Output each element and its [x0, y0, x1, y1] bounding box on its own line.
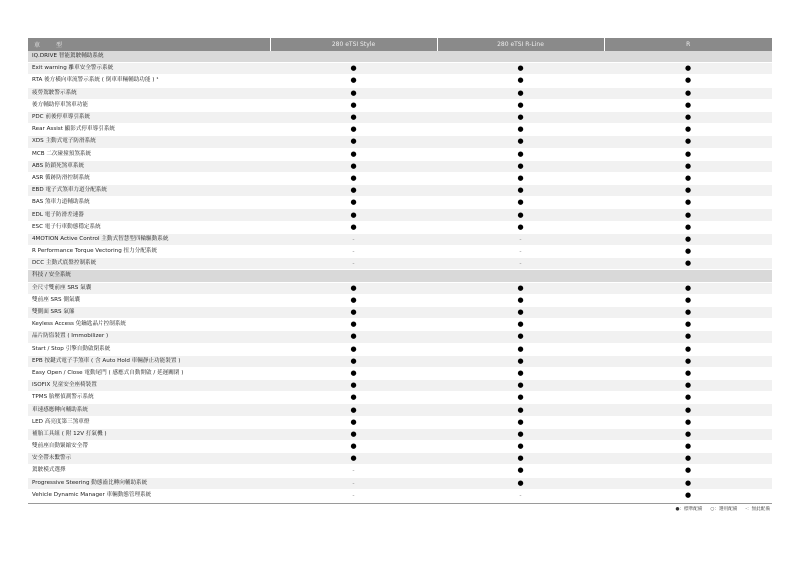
- standard-equipment-mark: ●: [270, 392, 437, 404]
- feature-label: EPB 按鍵式電子手煞車 ( 含 Auto Hold 車輛靜止功能裝置 ): [28, 355, 270, 367]
- table-row: [28, 99, 772, 111]
- standard-equipment-mark: ●: [270, 124, 437, 136]
- table-row: [28, 477, 772, 489]
- feature-label: RTA 後方橫向車流警示系統 ( 倒車車輛輔助功能 ) ¹: [28, 75, 270, 87]
- standard-equipment-mark: ●: [270, 87, 437, 99]
- table-row: [28, 197, 772, 209]
- standard-equipment-mark: ●: [270, 185, 437, 197]
- feature-label: 晶片防盜裝置 ( Immobilizer ): [28, 331, 270, 343]
- standard-equipment-mark: ●: [604, 75, 772, 87]
- feature-label: Keyless Access 免鑰匙晶片控制系統: [28, 319, 270, 331]
- standard-equipment-mark: ●: [270, 209, 437, 221]
- standard-equipment-mark: ●: [270, 75, 437, 87]
- feature-label: EBD 電子式煞車力道分配系統: [28, 185, 270, 197]
- standard-equipment-mark: ●: [270, 294, 437, 306]
- standard-equipment-mark: ●: [604, 416, 772, 428]
- standard-equipment-mark: ●: [604, 367, 772, 379]
- feature-label: 雙前座 SRS 側氣囊: [28, 294, 270, 306]
- standard-equipment-mark: ●: [437, 331, 604, 343]
- table-row: [28, 441, 772, 453]
- legend: [675, 506, 770, 512]
- standard-equipment-mark: ●: [437, 441, 604, 453]
- standard-equipment-mark: ●: [604, 197, 772, 209]
- table-row: [28, 282, 772, 294]
- standard-equipment-mark: ●: [437, 221, 604, 233]
- table-row: [28, 343, 772, 355]
- table-row: [28, 209, 772, 221]
- standard-equipment-mark: ●: [270, 343, 437, 355]
- standard-equipment-mark: ●: [437, 428, 604, 440]
- table-row: [28, 294, 772, 306]
- standard-equipment-mark: ●: [437, 416, 604, 428]
- standard-equipment-mark: ●: [437, 197, 604, 209]
- feature-label: 4MOTION Active Control 主動式智慧型四輪驅動系統: [28, 233, 270, 245]
- feature-label: 疲勞駕駛警示系統: [28, 87, 270, 99]
- section-header-row: [28, 51, 772, 63]
- standard-equipment-mark: ●: [270, 380, 437, 392]
- table-bottom-rule: [28, 503, 772, 504]
- standard-equipment-mark: ●: [604, 185, 772, 197]
- standard-equipment-mark: ●: [437, 99, 604, 111]
- standard-equipment-mark: ●: [270, 404, 437, 416]
- spec-table-body: [28, 51, 772, 501]
- standard-equipment-mark: ●: [270, 221, 437, 233]
- standard-equipment-mark: ●: [604, 233, 772, 245]
- standard-equipment-mark: ●: [437, 453, 604, 465]
- feature-label: ASR 循跡防滑控制系統: [28, 172, 270, 184]
- standard-equipment-mark: ●: [604, 355, 772, 367]
- feature-label: 後方輔助停車煞車功能: [28, 99, 270, 111]
- standard-equipment-mark: ●: [270, 355, 437, 367]
- feature-label: PDC 前後停車導引系統: [28, 111, 270, 123]
- feature-label: TPMS 胎壓偵測警示系統: [28, 392, 270, 404]
- feature-label: Start / Stop 引擎自動啟閉系統: [28, 343, 270, 355]
- standard-equipment-mark: ●: [604, 282, 772, 294]
- standard-equipment-mark: ●: [270, 197, 437, 209]
- standard-equipment-mark: ●: [604, 111, 772, 123]
- header-model: 車 型: [28, 38, 270, 51]
- feature-label: BAS 煞車力道輔助系統: [28, 197, 270, 209]
- standard-equipment-mark: ●: [437, 294, 604, 306]
- standard-equipment-mark: ●: [270, 306, 437, 318]
- section-title: 科技 / 安全系統: [28, 270, 772, 282]
- table-header-row: [28, 38, 772, 51]
- not-available-mark: -: [437, 258, 604, 270]
- standard-equipment-mark: ●: [437, 63, 604, 75]
- feature-label: MCB 二次碰撞預煞系統: [28, 148, 270, 160]
- standard-equipment-mark: ●: [604, 221, 772, 233]
- table-row: [28, 465, 772, 477]
- not-available-mark: -: [270, 465, 437, 477]
- standard-equipment-mark: ●: [437, 75, 604, 87]
- table-row: [28, 87, 772, 99]
- legend-none: -：無此配備: [745, 507, 770, 512]
- feature-label: 雙側面 SRS 氣簾: [28, 306, 270, 318]
- standard-equipment-mark: ●: [270, 441, 437, 453]
- standard-equipment-mark: ●: [437, 111, 604, 123]
- standard-equipment-mark: ●: [604, 172, 772, 184]
- standard-equipment-mark: ●: [437, 355, 604, 367]
- standard-equipment-mark: ●: [437, 404, 604, 416]
- standard-equipment-mark: ●: [604, 441, 772, 453]
- table-row: [28, 428, 772, 440]
- table-row: [28, 306, 772, 318]
- not-available-mark: -: [270, 258, 437, 270]
- standard-equipment-mark: ●: [437, 306, 604, 318]
- standard-equipment-mark: ●: [604, 258, 772, 270]
- not-available-mark: -: [270, 477, 437, 489]
- feature-label: 駕駛模式選擇: [28, 465, 270, 477]
- feature-label: EDL 電子防滑差速器: [28, 209, 270, 221]
- table-row: [28, 367, 772, 379]
- standard-equipment-mark: ●: [604, 99, 772, 111]
- standard-equipment-mark: ●: [604, 343, 772, 355]
- standard-equipment-mark: ●: [270, 111, 437, 123]
- standard-equipment-mark: ●: [270, 160, 437, 172]
- not-available-mark: -: [270, 489, 437, 501]
- standard-equipment-mark: ●: [437, 392, 604, 404]
- not-available-mark: -: [270, 246, 437, 258]
- standard-equipment-mark: ●: [437, 160, 604, 172]
- standard-equipment-mark: ●: [604, 489, 772, 501]
- header-style: 280 eTSI Style: [270, 38, 437, 51]
- standard-equipment-mark: ●: [604, 294, 772, 306]
- feature-label: 全尺寸雙前座 SRS 氣囊: [28, 282, 270, 294]
- standard-equipment-mark: ●: [437, 172, 604, 184]
- feature-label: DCC 主動式底盤控制系統: [28, 258, 270, 270]
- not-available-mark: -: [437, 489, 604, 501]
- standard-equipment-mark: ●: [604, 404, 772, 416]
- legend-optional: ○：選用配備: [710, 507, 738, 512]
- feature-label: 雙前座自動緊縮安全帶: [28, 441, 270, 453]
- standard-equipment-mark: ●: [270, 319, 437, 331]
- table-row: [28, 404, 772, 416]
- table-row: [28, 489, 772, 501]
- table-row: [28, 75, 772, 87]
- feature-label: 安全帶未繫警示: [28, 453, 270, 465]
- feature-label: Easy Open / Close 電動尾門 ( 感應式自動開啟 / 延遲關閉 ): [28, 367, 270, 379]
- standard-equipment-mark: ●: [270, 282, 437, 294]
- feature-label: Vehicle Dynamic Manager 車輛動態管理系統: [28, 489, 270, 501]
- feature-label: LED 高亮度第三煞車燈: [28, 416, 270, 428]
- standard-equipment-mark: ●: [604, 331, 772, 343]
- standard-equipment-mark: ●: [604, 453, 772, 465]
- section-header-row: [28, 270, 772, 282]
- standard-equipment-mark: ●: [604, 319, 772, 331]
- header-rline: 280 eTSI R-Line: [437, 38, 604, 51]
- standard-equipment-mark: ●: [604, 392, 772, 404]
- feature-label: Rear Assist 顯影式停車導引系統: [28, 124, 270, 136]
- standard-equipment-mark: ●: [437, 87, 604, 99]
- standard-equipment-mark: ●: [604, 477, 772, 489]
- standard-equipment-mark: ●: [270, 148, 437, 160]
- feature-label: 車速感應轉向輔助系統: [28, 404, 270, 416]
- standard-equipment-mark: ●: [604, 306, 772, 318]
- table-row: [28, 355, 772, 367]
- standard-equipment-mark: ●: [437, 477, 604, 489]
- table-row: [28, 185, 772, 197]
- feature-label: ISOFIX 兒童安全座椅裝置: [28, 380, 270, 392]
- standard-equipment-mark: ●: [437, 380, 604, 392]
- table-row: [28, 160, 772, 172]
- table-row: [28, 63, 772, 75]
- table-row: [28, 148, 772, 160]
- standard-equipment-mark: ●: [437, 319, 604, 331]
- feature-label: Exit warning 離車安全警示系統: [28, 63, 270, 75]
- standard-equipment-mark: ●: [604, 63, 772, 75]
- standard-equipment-mark: ●: [437, 136, 604, 148]
- standard-equipment-mark: ●: [437, 148, 604, 160]
- table-row: [28, 124, 772, 136]
- standard-equipment-mark: ●: [604, 124, 772, 136]
- feature-label: XDS 主動式電子防滑系統: [28, 136, 270, 148]
- standard-equipment-mark: ●: [437, 124, 604, 136]
- legend-standard: ●：標準配備: [675, 507, 703, 512]
- standard-equipment-mark: ●: [437, 367, 604, 379]
- standard-equipment-mark: ●: [270, 453, 437, 465]
- standard-equipment-mark: ●: [270, 367, 437, 379]
- standard-equipment-mark: ●: [437, 465, 604, 477]
- standard-equipment-mark: ●: [604, 136, 772, 148]
- standard-equipment-mark: ●: [270, 331, 437, 343]
- feature-label: ABS 防鎖死煞車系統: [28, 160, 270, 172]
- table-row: [28, 136, 772, 148]
- table-row: [28, 453, 772, 465]
- table-row: [28, 221, 772, 233]
- table-row: [28, 258, 772, 270]
- standard-equipment-mark: ●: [270, 428, 437, 440]
- table-row: [28, 416, 772, 428]
- section-title: IQ.DRIVE 智能駕駛輔助系統: [28, 51, 772, 63]
- table-row: [28, 331, 772, 343]
- not-available-mark: -: [437, 233, 604, 245]
- standard-equipment-mark: ●: [270, 172, 437, 184]
- table-row: [28, 172, 772, 184]
- table-row: [28, 380, 772, 392]
- standard-equipment-mark: ●: [604, 87, 772, 99]
- standard-equipment-mark: ●: [604, 148, 772, 160]
- standard-equipment-mark: ●: [270, 63, 437, 75]
- header-r: R: [604, 38, 772, 51]
- standard-equipment-mark: ●: [604, 380, 772, 392]
- feature-label: R Performance Torque Vectoring 扭力分配系統: [28, 246, 270, 258]
- not-available-mark: -: [270, 233, 437, 245]
- standard-equipment-mark: ●: [604, 428, 772, 440]
- standard-equipment-mark: ●: [604, 209, 772, 221]
- standard-equipment-mark: ●: [270, 416, 437, 428]
- standard-equipment-mark: ●: [604, 160, 772, 172]
- feature-label: 補胎工具組 ( 附 12V 打氣機 ): [28, 428, 270, 440]
- standard-equipment-mark: ●: [604, 246, 772, 258]
- feature-label: ESC 電子行車動態穩定系統: [28, 221, 270, 233]
- standard-equipment-mark: ●: [270, 136, 437, 148]
- table-row: [28, 246, 772, 258]
- table-row: [28, 233, 772, 245]
- table-row: [28, 111, 772, 123]
- standard-equipment-mark: ●: [604, 465, 772, 477]
- standard-equipment-mark: ●: [437, 343, 604, 355]
- not-available-mark: -: [437, 246, 604, 258]
- table-row: [28, 319, 772, 331]
- standard-equipment-mark: ●: [437, 209, 604, 221]
- spec-table: [28, 38, 772, 502]
- feature-label: Progressive Steering 動態齒比轉向輔助系統: [28, 477, 270, 489]
- standard-equipment-mark: ●: [437, 185, 604, 197]
- table-row: [28, 392, 772, 404]
- standard-equipment-mark: ●: [437, 282, 604, 294]
- standard-equipment-mark: ●: [270, 99, 437, 111]
